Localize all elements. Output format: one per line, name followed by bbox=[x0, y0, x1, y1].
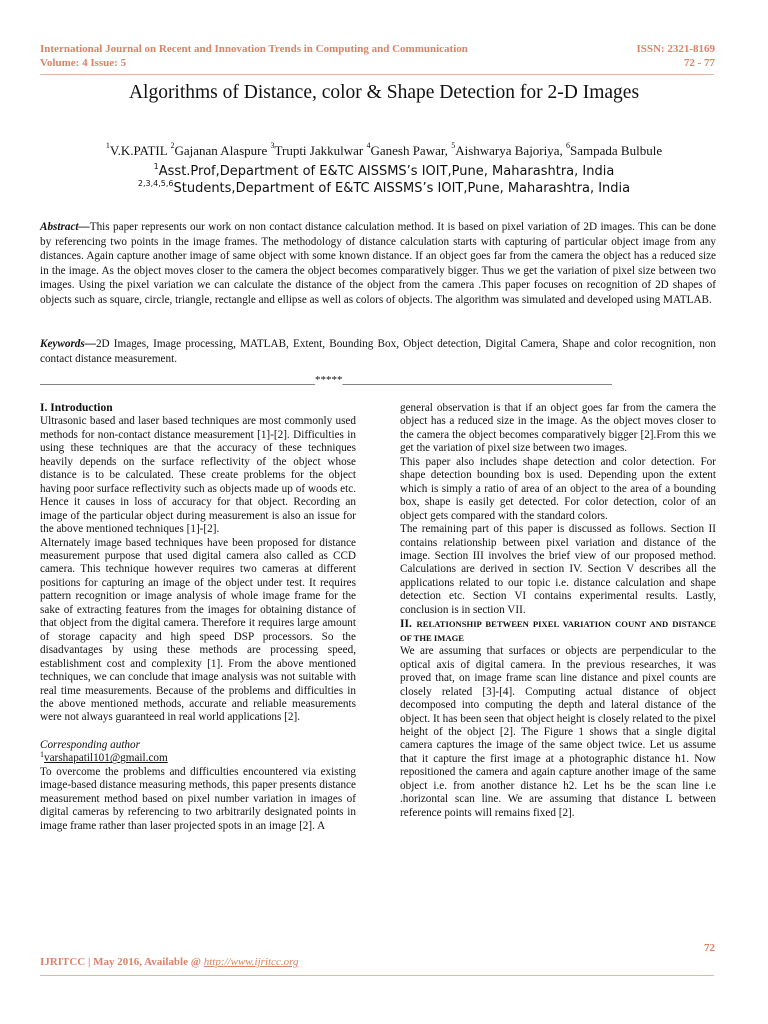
author-sup: 3 bbox=[270, 141, 275, 150]
paragraph: Alternately image based techniques have been proposed for distance measurement purpose that used digital camera also called as CCD camera. This technique however requires two cameras at different positions for capturing an image of the object under test. It requires pattern recognition or image analysis of whole image frame for the sake of extracting features from the images for obtaining distance of that object from the digital camera. Therefore it requires large amount of storage capacity and high speed DSP processors. So the disadvantages by using these methods are processing speed, establishment cost and complexity [1]. From the above mentioned techniques, we can conclude that image analysis was not suitable with real time measurements. Because of the problems and difficulties in the above mentioned methods, accurate and reliable measurements were not always guaranteed in real world applications [2]. bbox=[40, 536, 356, 724]
corresponding-author-label: Corresponding author bbox=[40, 738, 140, 751]
section-separator: __________________________________________________*****_________________________________________________ bbox=[40, 374, 612, 386]
section-number: II. bbox=[400, 618, 412, 631]
abstract-label: Abstract— bbox=[40, 221, 90, 233]
journal-volume: Volume: 4 Issue: 5 bbox=[40, 57, 127, 69]
section-heading bbox=[400, 617, 716, 645]
affiliation-sup: 1 bbox=[153, 162, 159, 171]
affiliation-students bbox=[0, 181, 768, 196]
affiliation-text: Students,Department of E&TC AISSMS’s IOIT,Pune, Maharashtra, India bbox=[173, 181, 631, 196]
journal-header bbox=[40, 42, 468, 70]
right-column bbox=[400, 402, 716, 820]
journal-url-link[interactable]: http://www.ijritcc.org bbox=[203, 956, 299, 968]
left-column bbox=[40, 402, 356, 833]
journal-name: International Journal on Recent and Innovation Trends in Computing and Communication bbox=[40, 43, 468, 55]
abstract bbox=[40, 220, 716, 308]
paragraph: We are assuming that surfaces or objects are perpendicular to the optical axis of digital camera. In the previous researches, it was proved that, on image frame scan line distance and pixel counts are closely related [3]-[4]. Computing actual distance of object decomposed into computing the depth and lateral distance of the object. It has been seen that object height is closely related to the pixel height of the object [2]. The Figure 1 shows that a single digital camera captures the image of the same object twice. Let us assume that it capture the first image at a photographic distance h1. Now repositioned the camera and again capture another image of the same object i.e. from another distance h2. Let hs be the scan line i.e .horizontal scan line. We are assuming that distance L between reference points will remains fixed [2]. bbox=[400, 645, 716, 819]
author-name: V.K.PATIL bbox=[109, 143, 171, 158]
author-sup: 2 bbox=[170, 141, 175, 150]
paper-title: Algorithms of Distance, color & Shape Detection for 2-D Images bbox=[128, 82, 640, 103]
affiliation-faculty bbox=[0, 164, 768, 179]
keywords bbox=[40, 337, 716, 366]
paragraph: The remaining part of this paper is discussed as follows. Section II contains relationship between pixel variation and distance of the image. Section III involves the brief view of our proposed method. Calculations are derived in section IV. Section V describes all the applications related to our topic i.e. distance calculation and shape detection etc. Section VI contains experimental results. Lastly, conclusion is in section VII. bbox=[400, 523, 716, 616]
paragraph: Ultrasonic based and laser based techniques are most commonly used methods for non-contact distance measurement [1]-[2]. Difficulties in using these techniques are that the accuracy of these techniques heavily depends on the surface reflectivity of the object whose distance is to be calculated. These create problems for the object having poor surface reflectivity such as objects made up of woods etc. Hence it causes in loss of accuracy for that object. Recording an image of the particular object during measurement is also an issue for the above mentioned techniques [1]-[2]. bbox=[40, 415, 356, 536]
author-name: Aishwarya Bajoriya, bbox=[455, 143, 567, 158]
affiliation-sup: 2,3,4,5,6 bbox=[137, 179, 174, 188]
abstract-text: This paper represents our work on non contact distance calculation method. It is based on pixel variation of 2D images. This can be done by referencing two points in the image frames. The methodology of distance calculation starts with capturing of particular object image from any distances. Again capture another image of same object with some known distance. If an object goes far from the camera the object has a reduced size in the image. As the object moves closer to the camera the object becomes comparatively bigger. Thus we get the variation of pixel size between two images. Using the pixel variation we can calculate the distance of the object from the camera .This paper focuses on recognition of 2D shapes of objects such as square, circle, triangle, rectangle and ellipse as well as colors of objects. The algorithm was simulated and developed using MATLAB. bbox=[40, 221, 716, 306]
issn-header bbox=[636, 42, 715, 70]
keywords-label: Keywords— bbox=[40, 338, 96, 350]
corresponding-email bbox=[40, 752, 356, 765]
author-name: Sampada Bulbule bbox=[570, 143, 663, 158]
email-link[interactable]: varshapatil101@gmail.com bbox=[44, 752, 168, 765]
issn: ISSN: 2321-8169 bbox=[636, 43, 715, 55]
section-heading: I. Introduction bbox=[40, 402, 113, 414]
author-sup: 6 bbox=[566, 141, 571, 150]
page-range: 72 - 77 bbox=[683, 57, 715, 69]
affiliation-text: Asst.Prof,Department of E&TC AISSMS’s IOIT,Pune, Maharashtra, India bbox=[158, 164, 615, 179]
keywords-text: 2D Images, Image processing, MATLAB, Extent, Bounding Box, Object detection, Digital Camera, Shape and color recognition, non contact distance measurement. bbox=[40, 338, 716, 365]
section-title: RELATIONSHIP BETWEEN PIXEL VARIATION COUNT AND DISTANCE OF THE IMAGE bbox=[400, 619, 716, 644]
author-name: Ganesh Pawar, bbox=[370, 143, 452, 158]
email-sup: 1 bbox=[40, 750, 44, 760]
footer-text: IJRITCC | May 2016, Available @ bbox=[40, 956, 204, 968]
author-name: Gajanan Alaspure bbox=[174, 143, 271, 158]
header-rule bbox=[40, 74, 714, 75]
paragraph: general observation is that if an object goes far from the camera the object has a reduced size in the image. As the object moves closer to the camera the object becomes comparatively bigger [2].From this we get the variation of pixel size between two images. bbox=[400, 402, 716, 455]
footer bbox=[40, 956, 298, 968]
author-sup: 4 bbox=[366, 141, 371, 150]
footer-rule bbox=[40, 975, 714, 976]
paragraph: To overcome the problems and difficulties encountered via existing image-based distance measuring methods, this paper presents distance measurement method based on pixel number variation in images of digital cameras by referencing to two arbitrarily designated points in image frame rather than laser projected spots in an image [2]. A bbox=[40, 765, 356, 832]
paragraph: This paper also includes shape detection and color detection. For shape detection bounding box is used. Depending upon the extent which is simply a ratio of area of an object to the area of a bounding box, shape is easily get detected. For color detection, color of an object gets compared with the standard colors. bbox=[400, 455, 716, 522]
page-number: 72 bbox=[704, 942, 715, 954]
author-list bbox=[0, 143, 768, 159]
author-sup: 5 bbox=[451, 141, 456, 150]
author-sup: 1 bbox=[105, 141, 110, 150]
author-name: Trupti Jakkulwar bbox=[274, 143, 367, 158]
